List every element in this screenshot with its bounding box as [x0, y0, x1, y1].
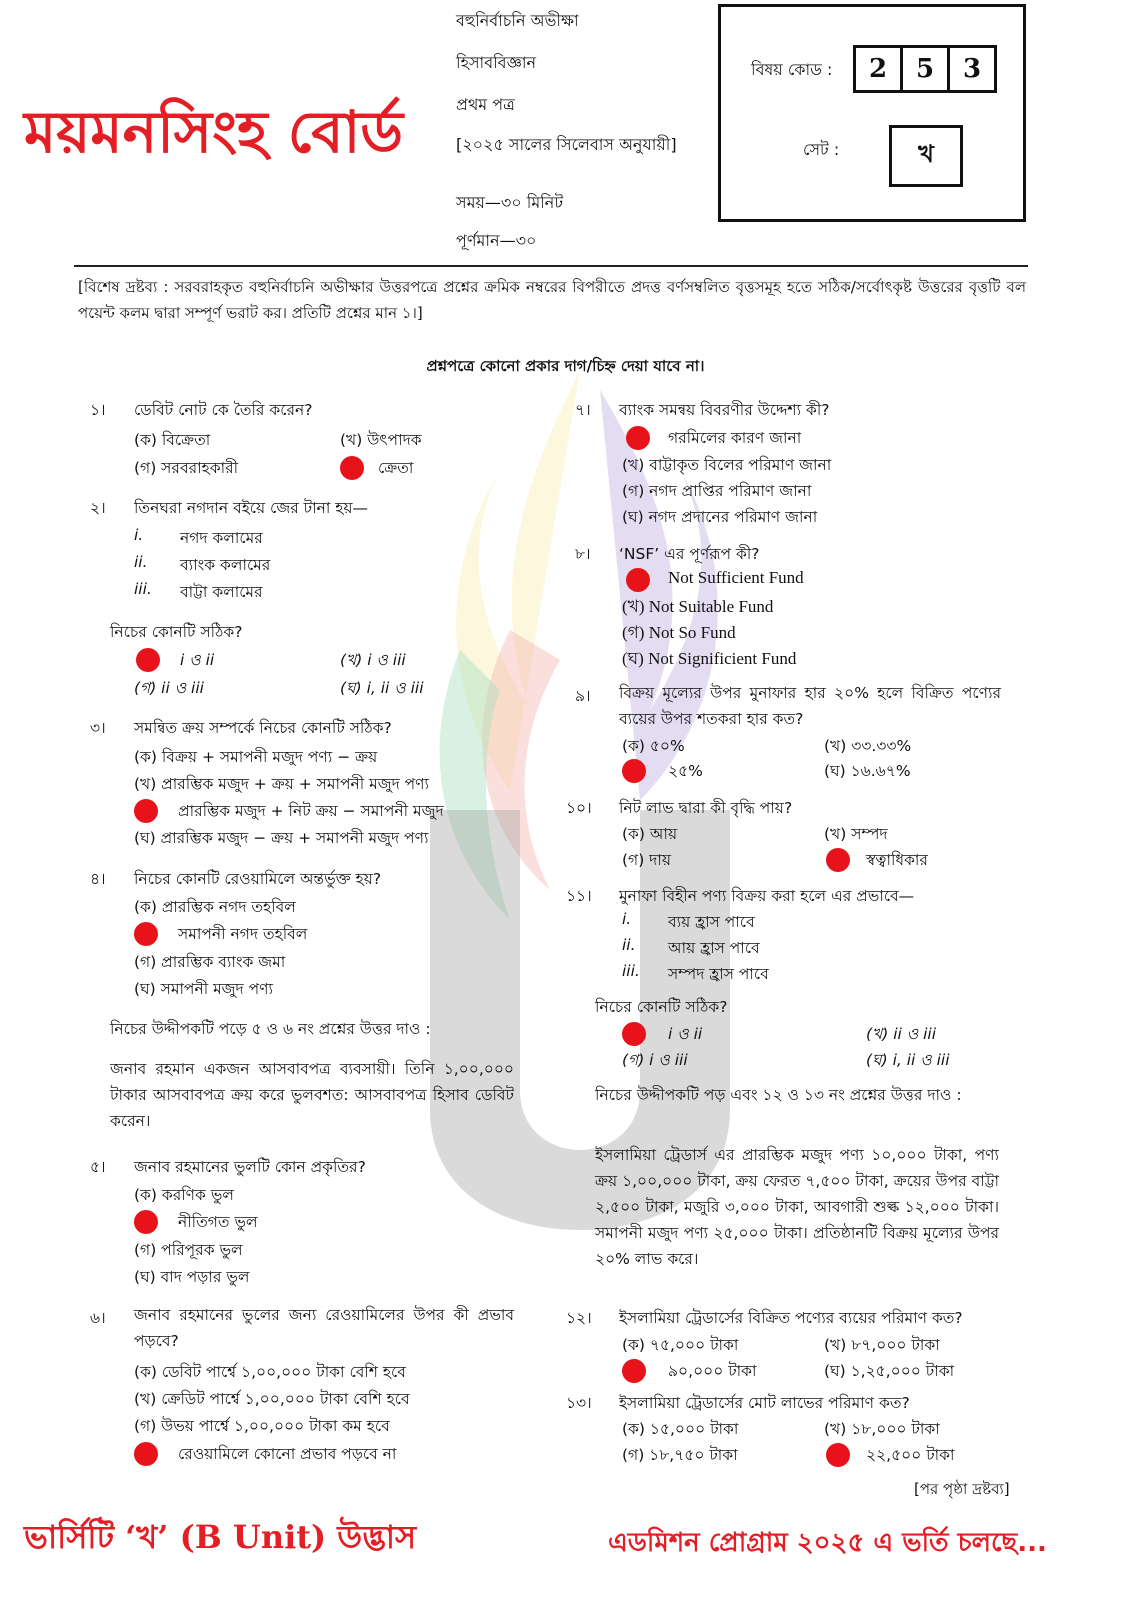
option: (গ) উভয় পার্শ্বে ১,০০,০০০ টাকা কম হবে — [134, 1417, 390, 1435]
question-number: ১। — [90, 401, 106, 419]
answer-mark — [626, 426, 650, 450]
stimulus-intro: নিচের উদ্দীপকটি পড়ে ৫ ও ৬ নং প্রশ্নের উত্তর দাও : — [110, 1020, 431, 1038]
code-digit: 2 — [868, 54, 888, 84]
subject-name: হিসাববিজ্ঞান — [456, 53, 537, 72]
statement: আয় হ্রাস পাবে — [668, 939, 760, 957]
statement-number: iii. — [622, 962, 640, 980]
answer-mark — [622, 759, 646, 783]
option: (ক) ডেবিট পার্শ্বে ১,০০,০০০ টাকা বেশি হবে — [134, 1363, 406, 1381]
question-number: ৫। — [90, 1158, 106, 1176]
set-label: সেট : — [803, 140, 840, 159]
question-text: ব্যাংক সমন্বয় বিবরণীর উদ্দেশ্য কী? — [619, 401, 830, 419]
option: i ও ii — [668, 1025, 703, 1043]
option: (ক) ৭৫,০০০ টাকা — [622, 1336, 739, 1354]
option: (খ) Not Suitable Fund — [622, 597, 774, 616]
option: (ক) বিক্রেতা — [134, 431, 211, 449]
statement: ব্যয় হ্রাস পাবে — [668, 913, 755, 931]
answer-mark — [826, 848, 850, 872]
option: (ক) ১৫,০০০ টাকা — [622, 1420, 739, 1438]
option: ২২,৫০০ টাকা — [866, 1446, 955, 1464]
option: (ঘ) নগদ প্রদানের পরিমাণ জানা — [622, 508, 818, 526]
question-text: তিনঘরা নগদান বইয়ে জের টানা হয়— — [134, 499, 369, 517]
answer-mark — [826, 1443, 850, 1467]
option: (খ) সম্পদ — [824, 825, 888, 843]
option: (ঘ) i, ii ও iii — [340, 679, 424, 697]
option: স্বত্বাধিকার — [866, 851, 928, 869]
statement-number: iii. — [134, 580, 152, 598]
answer-mark — [134, 1442, 158, 1466]
question-number: ১৩। — [566, 1394, 592, 1412]
option: প্রারম্ভিক মজুদ + নিট ক্রয় − সমাপনী মজুদ — [178, 802, 444, 820]
option: (খ) বাট্টাকৃত বিলের পরিমাণ জানা — [622, 456, 832, 474]
answer-mark — [134, 922, 158, 946]
stimulus-intro: নিচের উদ্দীপকটি পড় এবং ১২ ও ১৩ নং প্রশ্নের উত্তর দাও : — [595, 1086, 962, 1104]
option: (ক) ৫০% — [622, 737, 685, 755]
exam-time: সময়—৩০ মিনিট — [456, 193, 564, 212]
option: (গ) ii ও iii — [134, 679, 204, 697]
option: ২৫% — [668, 762, 703, 780]
question-text: মুনাফা বিহীন পণ্য বিক্রয় করা হলে এর প্রভাবে— — [619, 887, 915, 905]
option: i ও ii — [180, 651, 215, 669]
question-number: ১১। — [566, 887, 592, 905]
option: (গ) নগদ প্রাপ্তির পরিমাণ জানা — [622, 482, 812, 500]
stimulus-text: জনাব রহমান একজন আসবাবপত্র ব্যবসায়ী। তিনি ১,০০,০০০ টাকার আসবাবপত্র ক্রয় করে ভুলবশত: আসবাবপত্র হিসাব ডেবিট করেন। — [110, 1060, 514, 1130]
option: (গ) ১৮,৭৫০ টাকা — [622, 1446, 738, 1464]
no-marks-notice: প্রশ্নপত্রে কোনো প্রকার দাগ/চিহ্ন দেয়া যাবে না। — [426, 357, 705, 375]
header-divider — [74, 265, 1028, 267]
option: (ক) করণিক ভুল — [134, 1186, 234, 1204]
option: (ক) আয় — [622, 825, 678, 843]
option: (গ) পরিপূরক ভুল — [134, 1241, 243, 1259]
option: ক্রেতা — [378, 459, 414, 477]
option: রেওয়ামিলে কোনো প্রভাব পড়বে না — [178, 1445, 397, 1463]
statement: নগদ কলামের — [180, 529, 263, 547]
board-title: ময়মনসিংহ বোর্ড — [24, 98, 404, 166]
question-number: ৮। — [575, 545, 591, 563]
special-instructions: [বিশেষ দ্রষ্টব্য : সরবরাহকৃত বহুনির্বাচনি অভীক্ষার উত্তরপত্রে প্রশ্নের ক্রমিক নম্বরের বিপরীতে প্রদত্ত বর্ণসম্বলিত বৃত্তসমূহ হতে সঠিক/সর্বোৎকৃষ্ট উত্তরের বৃত্তটি বল পয়েন্ট কলম দ্বারা সম্পূর্ণ ভরাট কর। প্রতিটি প্রশ্নের মান ১।] — [78, 278, 1026, 322]
option: (গ) প্রারম্ভিক ব্যাংক জমা — [134, 953, 286, 971]
option: (ক) প্রারম্ভিক নগদ তহবিল — [134, 898, 296, 916]
footer-promo-right: এডমিশন প্রোগ্রাম ২০২৫ এ ভর্তি চলছে... — [608, 1528, 1047, 1558]
stimulus-text: ইসলামিয়া ট্রেডার্স এর প্রারম্ভিক মজুদ পণ্য ১০,০০০ টাকা, পণ্য ক্রয় ১,০০,০০০ টাকা, ক্রয় ফেরত ৭,৫০০ টাকা, ক্রয়ের উপর বাট্টা ২,৫০০ টাকা, মজুরি ৩,০০০ টাকা, আবগারী শুল্ক ১২,০০০ টাকা। সমাপনী মজুদ পণ্য ২৫,০০০ টাকা। প্রতিষ্ঠানটি বিক্রয় মূল্যের উপর ২০% লাভ করে। — [595, 1146, 999, 1268]
option: (ক) বিক্রয় + সমাপনী মজুদ পণ্য − ক্রয় — [134, 748, 378, 766]
option: (খ) ১৮,০০০ টাকা — [824, 1420, 940, 1438]
option: ৯০,০০০ টাকা — [668, 1362, 757, 1380]
option: (ঘ) সমাপনী মজুদ পণ্য — [134, 980, 274, 998]
question-number: ৯। — [575, 687, 591, 705]
full-marks: পূর্ণমান—৩০ — [456, 231, 537, 250]
question-number: ৩। — [90, 719, 106, 737]
question-number: ১২। — [566, 1309, 592, 1327]
code-digit: 5 — [900, 48, 947, 90]
question-text: নিচের কোনটি রেওয়ামিলে অন্তর্ভুক্ত হয়? — [134, 870, 382, 888]
option: (ঘ) Not Significient Fund — [622, 649, 797, 668]
question-text: জনাব রহমানের ভুলের জন্য রেওয়ামিলের উপর কী প্রভাব পড়বে? — [134, 1306, 514, 1350]
which-correct-prompt: নিচের কোনটি সঠিক? — [595, 998, 728, 1016]
question-number: ৪। — [90, 870, 106, 888]
option: (গ) সরবরাহকারী — [134, 459, 239, 477]
question-text: সমন্বিত ক্রয় সম্পর্কে নিচের কোনটি সঠিক? — [134, 719, 392, 737]
question-number: ৭। — [575, 401, 591, 419]
exam-type: বহুনির্বাচনি অভীক্ষা — [456, 11, 579, 30]
answer-mark — [626, 568, 650, 592]
answer-mark — [134, 1210, 158, 1234]
subject-code-digits — [853, 45, 997, 93]
subject-code-label: বিষয় কোড : — [751, 60, 833, 79]
option: (খ) ii ও iii — [866, 1025, 936, 1043]
question-text: বিক্রয় মূল্যের উপর মুনাফার হার ২০% হলে বিক্রিত পণ্যের ব্যয়ের উপর শতকরা হার কত? — [619, 684, 1001, 728]
question-text: ‘NSF’ এর পূর্ণরূপ কী? — [619, 545, 760, 563]
statement: সম্পদ হ্রাস পাবে — [668, 965, 769, 983]
footer-promo-left: ভার্সিটি ‘খ’ (B Unit) উদ্ভাস — [24, 1518, 417, 1556]
paper-name: প্রথম পত্র — [456, 95, 515, 114]
answer-mark — [622, 1022, 646, 1046]
statement-number: ii. — [134, 553, 148, 571]
option: (ঘ) i, ii ও iii — [866, 1051, 950, 1069]
option: গরমিলের কারণ জানা — [668, 429, 802, 447]
option: (গ) Not So Fund — [622, 623, 736, 642]
option: সমাপনী নগদ তহবিল — [178, 925, 308, 943]
answer-mark — [340, 456, 364, 480]
answer-mark — [136, 648, 160, 672]
option: (ঘ) ১৬.৬৭% — [824, 762, 911, 780]
answer-mark — [134, 799, 158, 823]
question-text: ইসলামিয়া ট্রেডার্সের মোট লাভের পরিমাণ কত? — [619, 1394, 910, 1412]
option: (খ) i ও iii — [340, 651, 406, 669]
question-text: ইসলামিয়া ট্রেডার্সের বিক্রিত পণ্যের ব্যয়ের পরিমাণ কত? — [619, 1309, 963, 1327]
option: (গ) দায় — [622, 851, 671, 869]
syllabus-note: [২০২৫ সালের সিলেবাস অনুযায়ী] — [456, 135, 677, 154]
statement: বাট্টা কলামের — [180, 583, 263, 601]
question-text: ডেবিট নোট কে তৈরি করেন? — [134, 401, 313, 419]
option: (গ) i ও iii — [622, 1051, 688, 1069]
option: (ঘ) প্রারম্ভিক মজুদ − ক্রয় + সমাপনী মজুদ পণ্য — [134, 829, 429, 847]
statement: ব্যাংক কলামের — [180, 556, 271, 574]
subject-code-box — [718, 4, 1026, 222]
option: (খ) ক্রেডিট পার্শ্বে ১,০০,০০০ টাকা বেশি হবে — [134, 1390, 410, 1408]
statement-number: i. — [134, 526, 144, 544]
option: (খ) ৩৩.৩৩% — [824, 737, 912, 755]
option: (ঘ) বাদ পড়ার ভুল — [134, 1268, 250, 1286]
option: (খ) প্রারম্ভিক মজুদ + ক্রয় + সমাপনী মজুদ পণ্য — [134, 775, 430, 793]
question-text: নিট লাভ দ্বারা কী বৃদ্ধি পায়? — [619, 799, 793, 817]
statement-number: ii. — [622, 936, 636, 954]
option: (ঘ) ১,২৫,০০০ টাকা — [824, 1362, 955, 1380]
which-correct-prompt: নিচের কোনটি সঠিক? — [110, 623, 243, 641]
set-value: খ — [889, 125, 963, 187]
question-text: জনাব রহমানের ভুলটি কোন প্রকৃতির? — [134, 1158, 366, 1176]
next-page-note: [পর পৃষ্ঠা দ্রষ্টব্য] — [914, 1480, 1010, 1498]
statement-number: i. — [622, 910, 632, 928]
option: (খ) ৮৭,০০০ টাকা — [824, 1336, 940, 1354]
code-digit: 3 — [947, 48, 994, 90]
answer-mark — [622, 1359, 646, 1383]
option: Not Sufficient Fund — [668, 568, 804, 587]
option: (খ) উৎপাদক — [340, 431, 422, 449]
question-number: ২। — [90, 499, 106, 517]
question-number: ১০। — [566, 799, 592, 817]
option: নীতিগত ভুল — [178, 1213, 258, 1231]
question-number: ৬। — [90, 1309, 106, 1327]
